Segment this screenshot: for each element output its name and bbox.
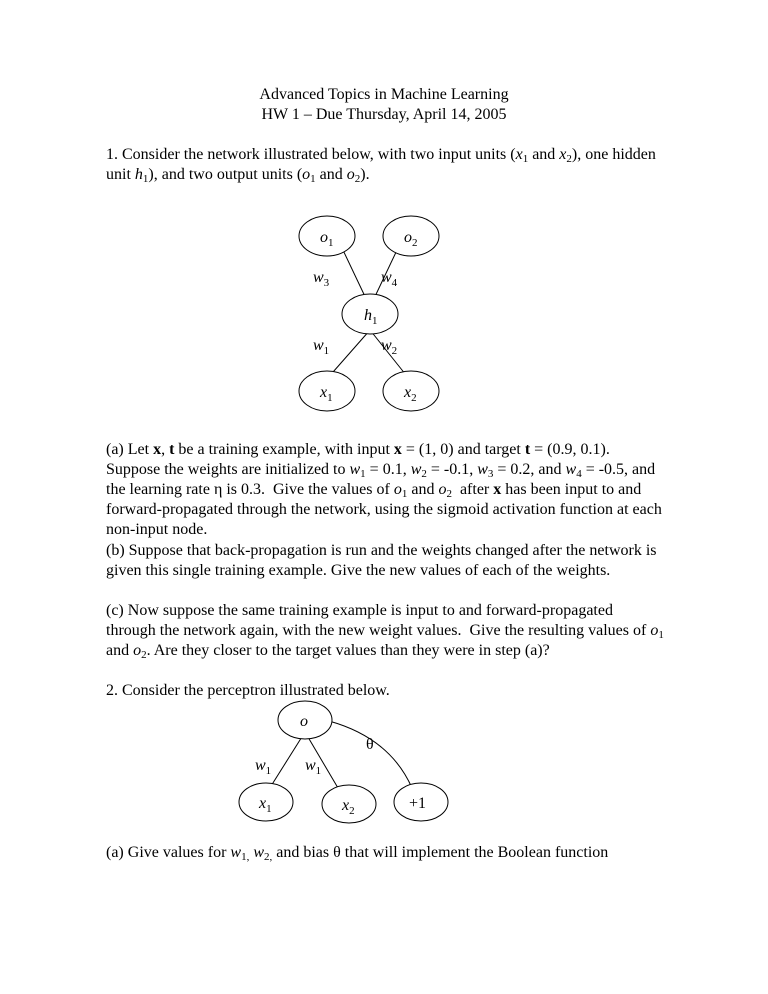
label-theta: θ [366,736,374,753]
homework-title: HW 1 – Due Thursday, April 14, 2005 [261,106,507,123]
q1-part-a: (a) Let x, t be a training example, with input x = (1, 0) and target t = (0.9, 0.1). Suppose the weights are initialized to $w_1 = 0.1$, $w_2 = -0.1$, $w_3 = 0.2$, and $w_4 = -0.5$, and the learning rate η is 0.3. Give the values of $o_1$ and $o_2$ after x has been input to and forward-propagated through the network, using the sigmoid activation function at each non-input node. [106,441,662,538]
label-o: o [300,713,308,730]
label-q2-x2: $x_2$ [342,797,355,817]
q2-part-a: (a) Give values for $w_{1,}$ $w_{2,}$ and bias θ that will implement the Boolean function [106,844,609,863]
q1-intro: 1. Consider the network illustrated below, with two input units ($x_1$ and $x_2$), one hidden unit $h_1$), and two output units ($o_1$ and $o_2$). [106,146,656,185]
q1-part-b: (b) Suppose that back-propagation is run and the weights changed after the network is given this single training example. Give the new values of each of the weights. [106,542,657,579]
label-x1: $x_1$ [320,384,333,404]
q1-part-c: (c) Now suppose the same training example is input to and forward-propagated through the network again, with the new weight values. Give the resulting values of $o_1$ and $o_2$. Are they closer to the target values than they were in step (a)? [106,602,664,661]
label-o1: $o_1$ [320,229,334,249]
label-h1: $h_1$ [364,307,378,327]
label-w-left: $w_1$ [255,757,272,777]
label-w2: $w_2$ [381,337,398,357]
edge-o-bias [329,721,412,788]
course-title: Advanced Topics in Machine Learning [259,86,509,103]
q2-intro: 2. Consider the perceptron illustrated below. [106,682,390,699]
label-x2: $x_2$ [404,384,417,404]
label-w3: $w_3$ [313,269,330,289]
label-q2-x1: $x_1$ [259,795,272,815]
label-bias: +1 [409,795,427,812]
label-w-mid: $w_1$ [305,757,322,777]
label-o2: $o_2$ [404,229,418,249]
label-w1: $w_1$ [313,337,330,357]
label-w4: $w_4$ [381,269,398,289]
